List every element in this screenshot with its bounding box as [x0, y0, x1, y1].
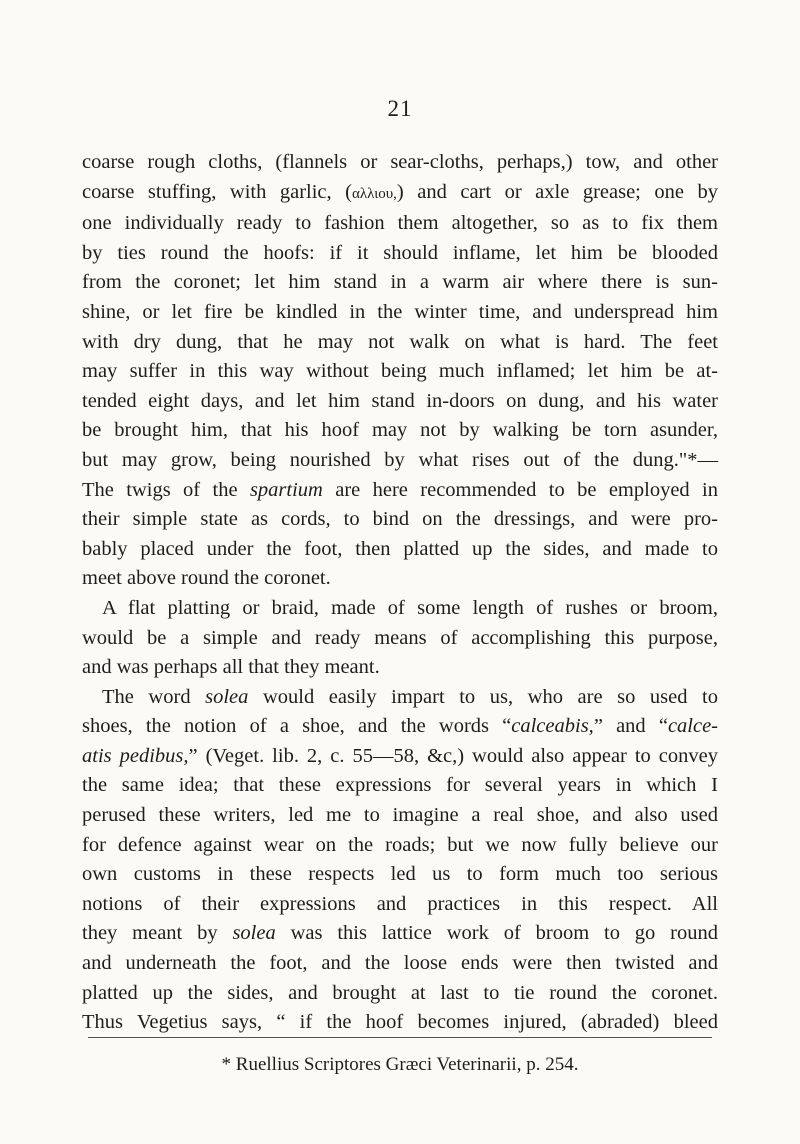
text-line	[82, 771, 718, 801]
text-line	[82, 178, 718, 210]
text-line	[82, 624, 718, 654]
text-run: was this lattice work of broom to go round	[275, 922, 718, 945]
italic-term: calce-	[667, 715, 719, 738]
text-run: ) and cart or axle grease; one by	[396, 180, 718, 203]
text-run: be brought him, that his hoof may not by walking be torn asunder,	[82, 419, 718, 442]
text-run: from the coronet; let him stand in a warm air where there is sun-	[82, 271, 718, 294]
text-run: one individually ready to fashion them altogether, so as to fix them	[82, 212, 718, 235]
text-run: and was perhaps all that they meant.	[82, 656, 380, 679]
text-line	[82, 801, 718, 831]
text-run: by ties round the hoofs: if it should inflame, let him be blooded	[82, 241, 718, 264]
text-run: ” (Veget. lib. 2, c. 55—58, &c,) would also appear to convey	[188, 744, 718, 767]
text-line	[82, 209, 718, 239]
footnote-divider	[88, 1037, 712, 1038]
text-line	[82, 594, 718, 624]
italic-term: spartium	[249, 478, 323, 501]
italic-term: solea	[232, 922, 276, 945]
text-run: shine, or let fire be kindled in the winter time, and underspread him	[82, 300, 718, 323]
text-line	[82, 919, 718, 949]
text-run: with dry dung, that he may not walk on what is hard. The feet	[82, 330, 718, 353]
text-run: the same idea; that these expressions for several years in which I	[82, 774, 718, 797]
text-run: bably placed under the foot, then platted up the sides, and made to	[82, 537, 718, 560]
text-run: The word	[102, 685, 206, 708]
text-run: and underneath the foot, and the loose ends were then twisted and	[82, 952, 718, 975]
text-run: Thus Vegetius says, “ if the hoof becomes injured, (abraded) bleed	[82, 1011, 718, 1034]
body-text	[82, 148, 718, 1038]
text-run: notions of their expressions and practices in this respect. All	[82, 892, 718, 915]
text-line	[82, 446, 718, 476]
text-run: The twigs of the	[82, 478, 250, 501]
text-line	[82, 387, 718, 417]
text-run: but may grow, being nourished by what rises out of the dung."*—	[82, 448, 718, 471]
footnote: * Ruellius Scriptores Græci Veterinarii, p. 254.	[221, 1054, 579, 1075]
text-run: would easily impart to us, who are so used to	[248, 685, 718, 708]
text-run: would be a simple and ready means of accomplishing this purpose,	[82, 626, 718, 649]
text-run: meet above round the coronet.	[82, 567, 331, 590]
italic-term: atis pedibus,	[82, 744, 189, 767]
text-line	[82, 476, 718, 506]
text-line	[82, 653, 718, 683]
text-run: they meant by	[82, 922, 233, 945]
italic-term: solea	[205, 685, 249, 708]
text-run: tended eight days, and let him stand in-doors on dung, and his water	[82, 389, 718, 412]
text-line	[82, 298, 718, 328]
text-run: their simple state as cords, to bind on the dressings, and were pro-	[82, 508, 718, 531]
text-run: own customs in these respects led us to form much too serious	[82, 863, 718, 886]
text-line	[82, 979, 718, 1009]
text-line	[82, 712, 718, 742]
text-run: A flat platting or braid, made of some length of rushes or broom,	[102, 596, 718, 619]
text-run: for defence against wear on the roads; but we now fully believe our	[82, 833, 718, 856]
greek-word: αλλιου,	[351, 185, 397, 202]
text-line	[82, 416, 718, 446]
text-line	[82, 148, 718, 178]
text-line	[82, 1008, 718, 1038]
text-line	[82, 564, 718, 594]
text-run: coarse stuffing, with garlic, (	[82, 180, 352, 203]
text-line	[82, 357, 718, 387]
text-line	[82, 949, 718, 979]
page-number: 21	[387, 96, 413, 121]
text-run: ” and “	[593, 715, 668, 738]
text-line	[82, 683, 718, 713]
text-run: may suffer in this way without being much inflamed; let him be at-	[82, 360, 718, 383]
text-run: coarse rough cloths, (flannels or sear-cloths, perhaps,) tow, and other	[82, 151, 718, 173]
text-line	[82, 535, 718, 565]
text-line	[82, 742, 718, 772]
text-line	[82, 831, 718, 861]
text-line	[82, 239, 718, 269]
text-run: are here recommended to be employed in	[322, 478, 718, 501]
text-line	[82, 268, 718, 298]
text-run: shoes, the notion of a shoe, and the words “	[82, 715, 512, 738]
text-run: platted up the sides, and brought at last to tie round the coronet.	[82, 981, 718, 1004]
italic-term: calceabis,	[511, 715, 594, 738]
text-line	[82, 505, 718, 535]
text-line	[82, 860, 718, 890]
text-run: perused these writers, led me to imagine a real shoe, and also used	[82, 804, 718, 827]
text-line	[82, 890, 718, 920]
text-line	[82, 328, 718, 358]
